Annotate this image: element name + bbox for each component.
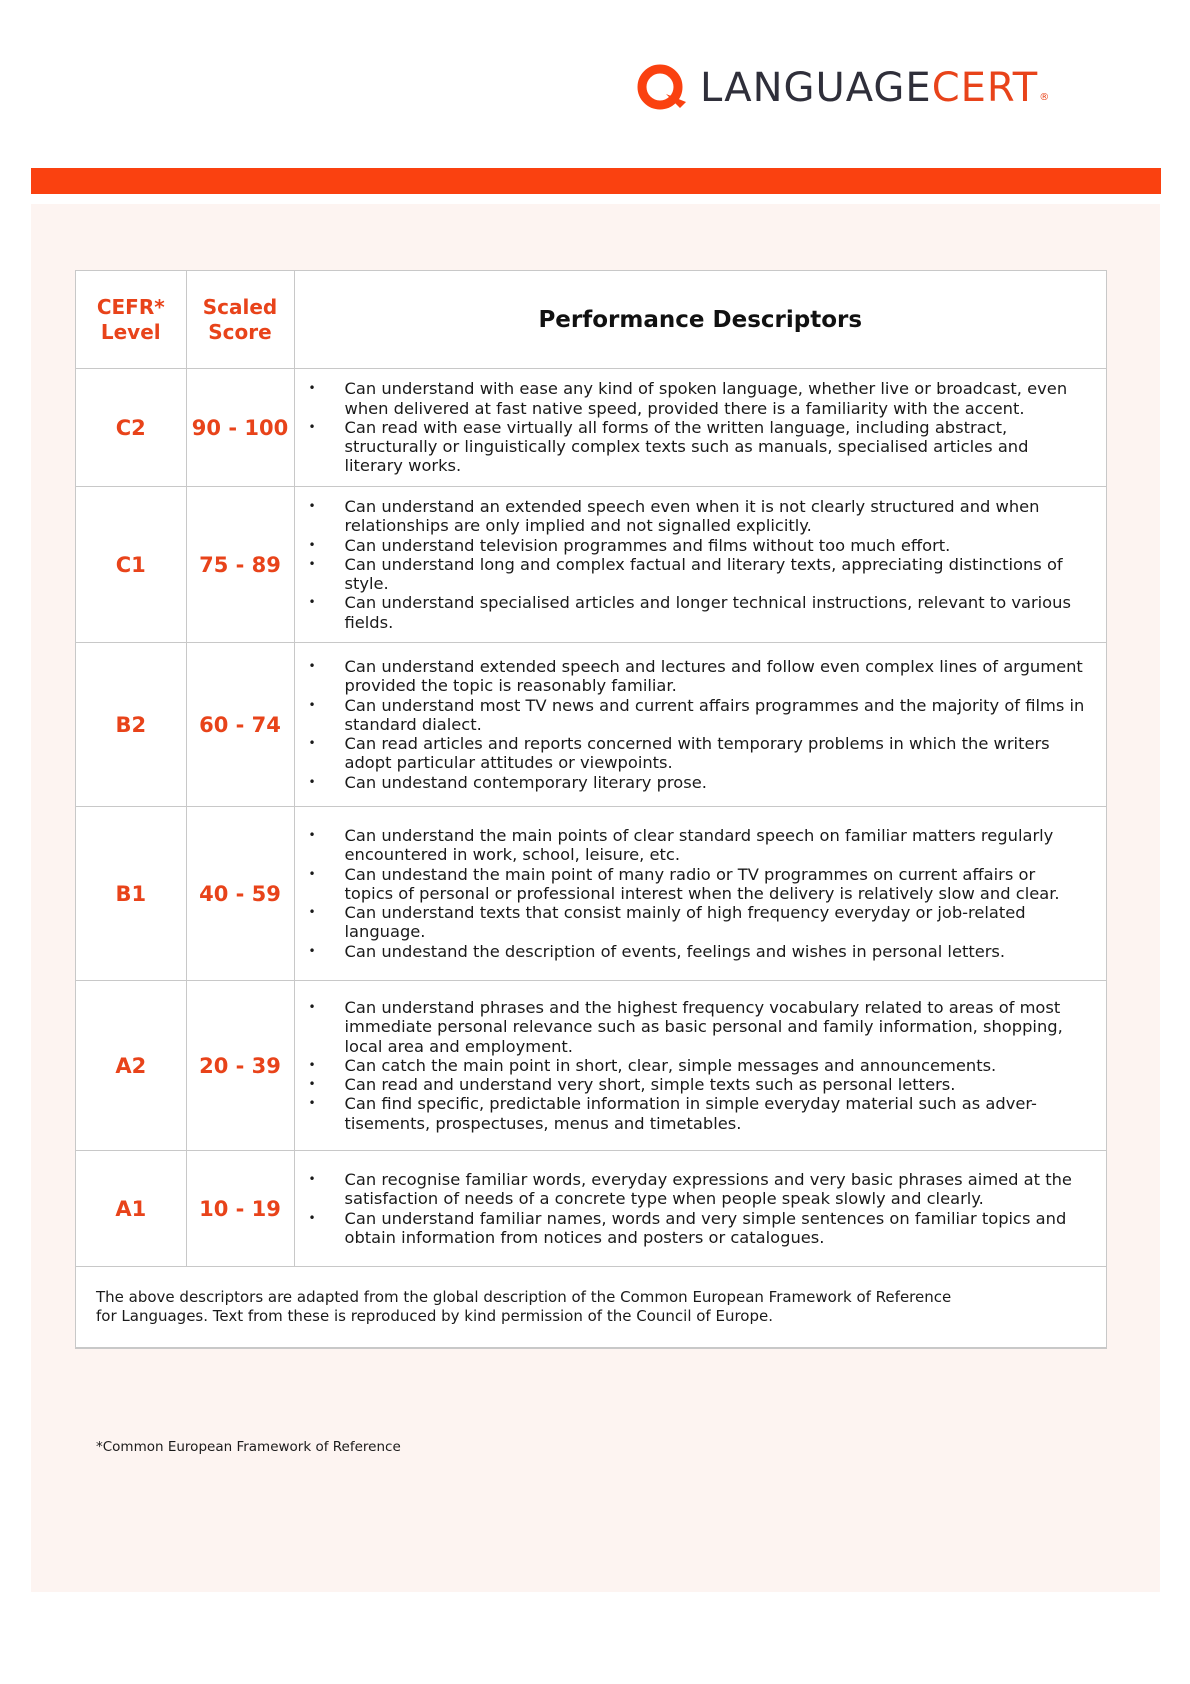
descriptor-item	[309, 865, 1089, 903]
cefr-level-cell: C2	[76, 369, 186, 487]
descriptor-item	[309, 536, 1089, 555]
descriptor-text: Can understand phrases and the highest frequency vocabulary related to areas of most immediate personal relevance such as basic personal and family information, shopping, local area and employment.	[344, 998, 1063, 1056]
bullet-icon: •	[308, 1172, 316, 1187]
header-level	[76, 271, 186, 369]
table-row	[76, 981, 1106, 1151]
table-row	[76, 807, 1106, 981]
descriptors-cell	[294, 643, 1106, 807]
cefr-level-cell: A1	[76, 1151, 186, 1267]
descriptor-text: Can undestand the description of events, feelings and wishes in personal letters.	[344, 941, 1006, 961]
descriptor-text: Can understand most TV news and current affairs programmes and the majority of films in standard dialect.	[344, 695, 1085, 734]
descriptors-cell	[294, 487, 1106, 643]
bullet-icon: •	[308, 499, 316, 514]
scaled-score-cell: 10 - 19	[186, 1151, 294, 1267]
bullet-icon: •	[308, 943, 316, 958]
descriptor-list	[309, 657, 1089, 791]
descriptor-item	[309, 1170, 1089, 1208]
footnote: *Common European Framework of Reference	[96, 1439, 401, 1455]
descriptors-cell	[294, 807, 1106, 981]
table-row	[76, 1151, 1106, 1267]
descriptor-item	[309, 1056, 1089, 1075]
table-note-row	[76, 1267, 1106, 1348]
header-level-line1: CEFR*	[96, 294, 165, 319]
bullet-icon: •	[308, 1077, 316, 1092]
descriptors-cell	[294, 1151, 1106, 1267]
scaled-score-cell: 60 - 74	[186, 643, 294, 807]
bullet-icon: •	[308, 1210, 316, 1225]
descriptor-item	[309, 379, 1089, 417]
descriptor-text: Can catch the main point in short, clear, simple messages and announcements.	[344, 1055, 997, 1075]
descriptor-item	[309, 998, 1089, 1056]
descriptor-item	[309, 1209, 1089, 1247]
bullet-icon: •	[308, 866, 316, 881]
bullet-icon: •	[308, 381, 316, 396]
table-row	[76, 487, 1106, 643]
scaled-score-cell: 20 - 39	[186, 981, 294, 1151]
cefr-level-cell: B1	[76, 807, 186, 981]
scaled-score-cell: 40 - 59	[186, 807, 294, 981]
registered-mark: ®	[1039, 92, 1051, 103]
descriptor-text: Can read articles and reports concerned with temporary problems in which the writers adopt particular attitudes or viewpoints.	[344, 734, 1050, 773]
table-header-row	[76, 271, 1106, 369]
descriptor-text: Can understand familiar names, words and very simple sentences on familiar topics and obtain information from notices and posters or catalogues.	[344, 1208, 1067, 1247]
header-score-line1: Scaled	[202, 294, 278, 319]
cefr-level-cell: B2	[76, 643, 186, 807]
logo-wordmark	[700, 62, 1050, 114]
descriptor-item	[309, 497, 1089, 535]
descriptor-item	[309, 657, 1089, 695]
cefr-level-cell: A2	[76, 981, 186, 1151]
descriptor-text: Can understand the main points of clear standard speech on familiar matters regularly encountered in work, school, leisure, etc.	[344, 826, 1054, 865]
logo-wordmark-language: LANGUAGE	[700, 65, 932, 111]
table-row	[76, 369, 1106, 487]
header-accent-bar	[31, 168, 1161, 194]
descriptor-item	[309, 903, 1089, 941]
descriptor-text: Can find specific, predictable information in simple everyday material such as adver-tisements, prospectuses, menus and timetables.	[344, 1094, 1037, 1133]
descriptor-text: Can recognise familiar words, everyday expressions and very basic phrases aimed at the satisfaction of needs of a concrete type when people speak slowly and clearly.	[344, 1170, 1072, 1209]
table-note-cell	[76, 1267, 1106, 1348]
bullet-icon: •	[308, 1000, 316, 1015]
descriptor-item	[309, 593, 1089, 631]
descriptor-text: Can understand specialised articles and longer technical instructions, relevant to various fields.	[344, 593, 1071, 632]
cefr-level-cell: C1	[76, 487, 186, 643]
scaled-score-cell: 75 - 89	[186, 487, 294, 643]
descriptor-item	[309, 418, 1089, 476]
bullet-icon: •	[308, 1057, 316, 1072]
table-note	[96, 1288, 1086, 1326]
descriptor-item	[309, 696, 1089, 734]
table-body	[76, 369, 1106, 1267]
descriptor-list	[309, 998, 1089, 1132]
descriptor-item	[309, 942, 1089, 961]
descriptor-item	[309, 773, 1089, 792]
descriptor-text: Can understand extended speech and lectures and follow even complex lines of argument provided the topic is reasonably familiar.	[344, 657, 1083, 696]
logo-wordmark-cert: CERT	[931, 65, 1039, 111]
descriptor-text: Can undestand contemporary literary prose.	[344, 772, 707, 792]
descriptors-cell	[294, 369, 1106, 487]
descriptor-text: Can understand long and complex factual and literary texts, appreciating distinctions of style.	[344, 554, 1063, 594]
descriptor-list	[309, 826, 1089, 960]
descriptor-text: Can understand texts that consist mainly of high frequency everyday or job-related language.	[344, 903, 1026, 942]
descriptor-item	[309, 826, 1089, 864]
header-score-line2: Score	[208, 319, 272, 344]
descriptor-text: Can read with ease virtually all forms of the written language, including abstract, structurally or linguistically complex texts such as manuals, specialised articles and literary works.	[344, 417, 1029, 476]
descriptor-text: Can understand an extended speech even when it is not clearly structured and when relationships are only implied and not signalled explicitly.	[344, 497, 1040, 536]
scaled-score-cell: 90 - 100	[186, 369, 294, 487]
descriptor-text: Can read and understand very short, simple texts such as personal letters.	[344, 1075, 956, 1095]
cefr-table-container	[75, 270, 1107, 1349]
descriptors-cell	[294, 981, 1106, 1151]
descriptor-item	[309, 555, 1089, 593]
table-row	[76, 643, 1106, 807]
bullet-icon: •	[308, 697, 316, 712]
bullet-icon: •	[308, 828, 316, 843]
bullet-icon: •	[308, 1096, 316, 1111]
bullet-icon: •	[308, 419, 316, 434]
descriptor-text: Can understand with ease any kind of spoken language, whether live or broadcast, even when delivered at fast native speed, provided there is a familiarity with the accent.	[344, 379, 1068, 418]
descriptor-item	[309, 1094, 1089, 1132]
descriptor-list	[309, 379, 1089, 475]
header-descriptors	[294, 271, 1106, 369]
languagecert-logo	[636, 62, 1050, 114]
table-note-line1: The above descriptors are adapted from the global description of the Common European Framework of Reference	[96, 1288, 952, 1306]
descriptor-text: Can undestand the main point of many radio or TV programmes on current affairs or topics of personal or professional interest when the delivery is relatively slow and clear.	[344, 864, 1060, 903]
bullet-icon: •	[308, 659, 316, 674]
bullet-icon: •	[308, 774, 316, 789]
bullet-icon: •	[308, 905, 316, 920]
bullet-icon: •	[308, 556, 316, 571]
descriptor-list	[309, 497, 1089, 631]
bullet-icon: •	[308, 595, 316, 610]
header-level-line2: Level	[100, 319, 161, 344]
languagecert-logo-icon	[636, 62, 688, 114]
descriptor-text: Can understand television programmes and films without too much effort.	[344, 535, 951, 555]
bullet-icon: •	[308, 537, 316, 552]
descriptor-item	[309, 1075, 1089, 1094]
table-note-line2: for Languages. Text from these is reproduced by kind permission of the Council of Europe.	[96, 1307, 773, 1325]
header-descriptors-label: Performance Descriptors	[538, 306, 863, 333]
cefr-table	[76, 271, 1106, 1348]
descriptor-list	[309, 1170, 1089, 1247]
header-score	[186, 271, 294, 369]
descriptor-item	[309, 734, 1089, 772]
bullet-icon: •	[308, 736, 316, 751]
